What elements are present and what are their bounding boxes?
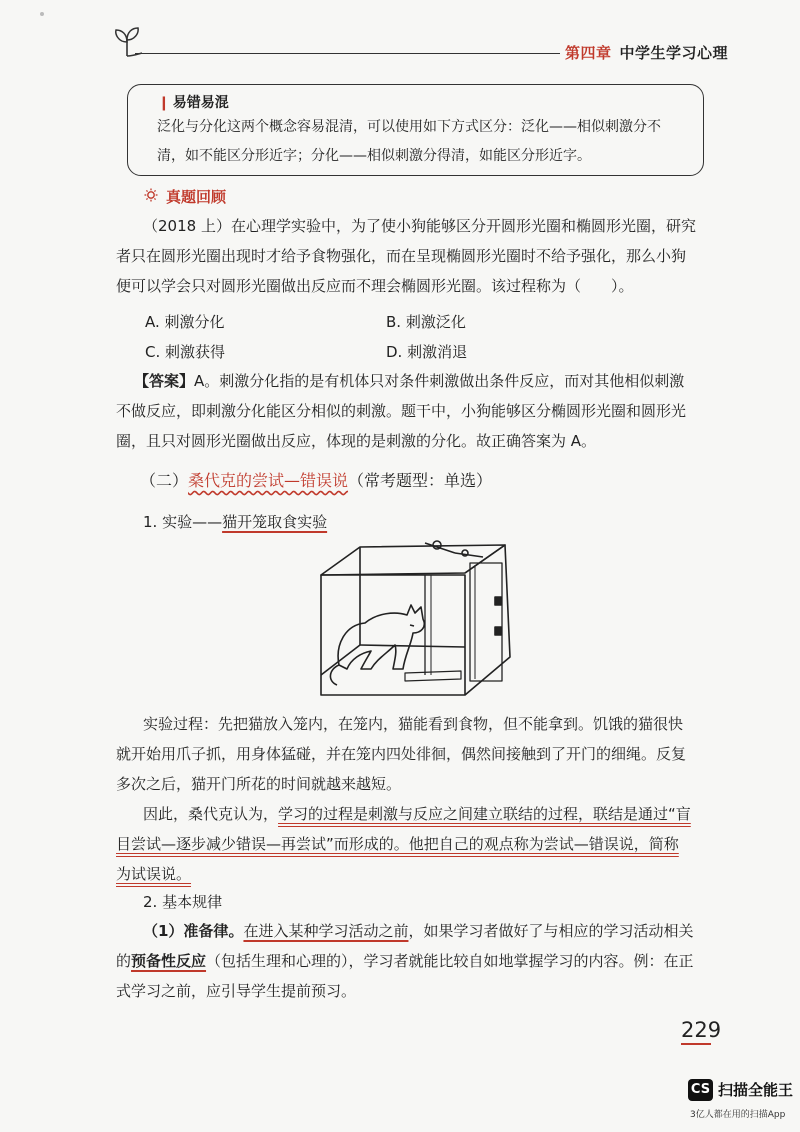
header-rule: [135, 53, 560, 54]
chapter-heading: [565, 42, 728, 63]
option-b: B. 刺激泛化: [386, 313, 466, 331]
answer-line: 不做反应，即刺激分化能区分相似的刺激。题干中，小狗能够区分椭圆形光圈和圆形光: [116, 402, 687, 420]
answer-label: 【答案】: [134, 372, 195, 390]
tip-line: 清，如不能区分形近字；分化——相似刺激分得清，如能区分形近字。: [157, 148, 591, 164]
review-title: 真题回顾: [166, 188, 227, 206]
page-number-underline: [681, 1043, 711, 1045]
tip-text: [157, 113, 692, 171]
chapter-number: 第四章: [565, 44, 612, 62]
option-d: D. 刺激消退: [386, 343, 468, 361]
law-line: 式学习之前，应引导学生提前预习。: [116, 982, 357, 1000]
chapter-title: 中学生学习心理: [619, 44, 729, 62]
camscanner-name: 扫描全能王: [718, 1081, 794, 1099]
experiment-name: 猫开笼取食实验: [222, 513, 328, 531]
option-a: A. 刺激分化: [145, 313, 225, 331]
laws-heading: 2. 基本规律: [143, 893, 223, 911]
law-line: （1）准备律。在进入某种学习活动之前，如果学习者做好了与相应的学习活动相关: [143, 922, 694, 940]
process-line: 实验过程：先把猫放入笼内，在笼内，猫能看到食物，但不能拿到。饥饿的猫很快: [143, 715, 684, 733]
section2-heading: （二）桑代克的尝试—错误说（常考题型：单选）: [140, 471, 493, 490]
camscanner-slogan: 3亿人都在用的扫描App: [690, 1110, 786, 1120]
scan-speck: [40, 12, 44, 16]
question-line: 者只在圆形光圈出现时才给予食物强化，而在呈现椭圆形光圈时不给予强化，那么小狗: [116, 247, 687, 265]
page-number: 229: [681, 1018, 722, 1042]
section2-name: 桑代克的尝试—错误说: [188, 471, 349, 490]
camscanner-logo: CS: [688, 1079, 713, 1101]
process-line: 多次之后，猫开门所花的时间就越来越短。: [116, 775, 402, 793]
question-line: 便可以学会只对圆形光圈做出反应而不理会椭圆形光圈。该过程称为（ ）。: [116, 277, 634, 295]
cat-puzzle-box-illustration: [315, 535, 525, 700]
sun-icon: [144, 188, 158, 202]
option-c: C. 刺激获得: [145, 343, 226, 361]
experiment-heading: 1. 实验——猫开笼取食实验: [143, 513, 328, 531]
answer-line: 【答案】A。刺激分化指的是有机体只对条件刺激做出条件反应，而对其他相似刺激: [134, 372, 685, 390]
law-line: 的预备性反应（包括生理和心理的），学习者就能比较自如地掌握学习的内容。例：在正: [116, 952, 694, 970]
conclusion-line: 为试误说。: [116, 865, 192, 883]
conclusion-line: 因此，桑代克认为，学习的过程是刺激与反应之间建立联结的过程，联结是通过“盲: [143, 805, 691, 823]
process-line: 就开始用爪子抓，用身体猛碰，并在笼内四处徘徊，偶然间接触到了开门的细绳。反复: [116, 745, 687, 763]
answer-line: 圈，且只对圆形光圈做出反应，体现的是刺激的分化。故正确答案为 A。: [116, 432, 597, 450]
tip-line: 泛化与分化这两个概念容易混清，可以使用如下方式区分：泛化——相似刺激分不: [157, 119, 661, 135]
tip-label: ❙ 易错易混: [158, 95, 229, 111]
question-line: （2018 上）在心理学实验中，为了使小狗能够区分开圆形光圈和椭圆形光圈，研究: [143, 217, 696, 235]
conclusion-line: 目尝试—逐步减少错误—再尝试”而形成的。他把自己的观点称为尝试—错误说，简称: [116, 835, 679, 853]
